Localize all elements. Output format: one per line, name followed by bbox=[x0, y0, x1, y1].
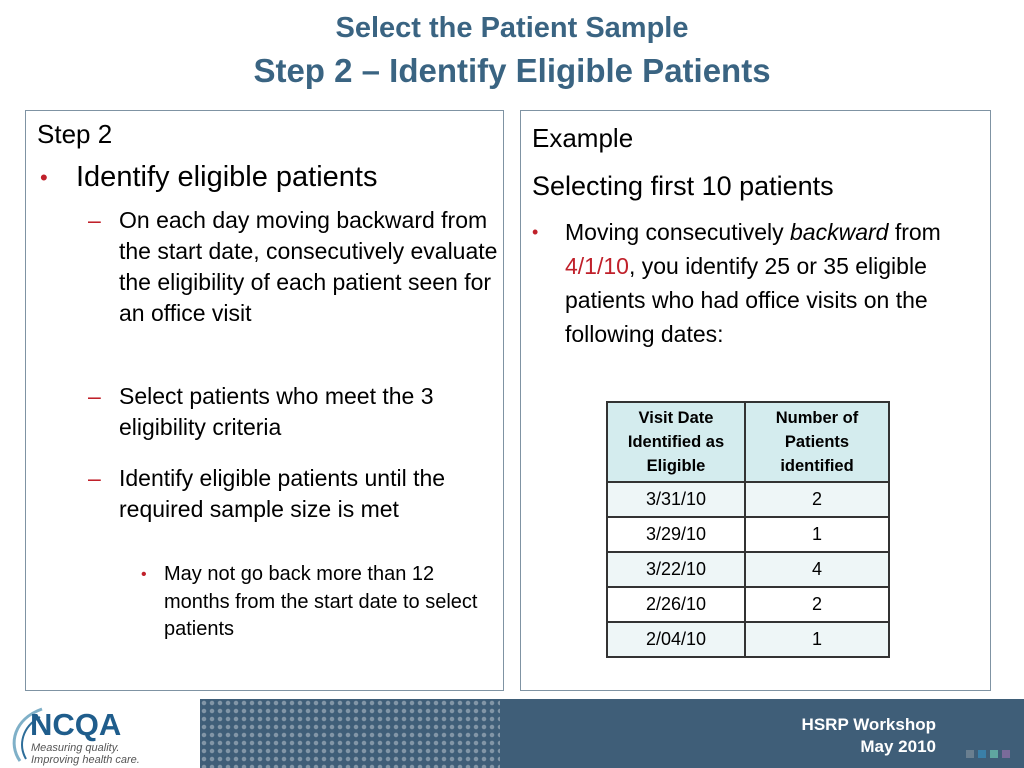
sub-sub-item bbox=[141, 561, 481, 644]
table-cell: 2 bbox=[745, 587, 889, 622]
date-highlight: 4/1/10 bbox=[565, 253, 629, 279]
sub-item-text: On each day moving backward from the start date, consecutively evaluate the eligibility of each patient seen for an office visit bbox=[119, 207, 498, 326]
table-cell: 4 bbox=[745, 552, 889, 587]
square-icon bbox=[1002, 750, 1010, 758]
table-row bbox=[607, 517, 889, 552]
table-cell: 1 bbox=[745, 622, 889, 657]
ncqa-logo bbox=[0, 699, 200, 768]
slide-subtitle: Step 2 – Identify Eligible Patients bbox=[253, 52, 771, 89]
square-icon bbox=[978, 750, 986, 758]
example-subheading: Selecting first 10 patients bbox=[532, 171, 834, 201]
table-cell: 3/29/10 bbox=[607, 517, 745, 552]
dash-icon: – bbox=[88, 207, 101, 233]
table-cell: 2 bbox=[745, 482, 889, 517]
table-row bbox=[607, 482, 889, 517]
table-cell: 2/04/10 bbox=[607, 622, 745, 657]
bullet-icon: • bbox=[40, 165, 48, 190]
example-bullet-text: Moving consecutively backward from 4/1/10, you identify 25 or 35 eligible patients who had office visits on the following dates: bbox=[565, 219, 941, 347]
footer-event: HSRP Workshop bbox=[801, 715, 936, 734]
square-icon bbox=[966, 750, 974, 758]
svg-text:Improving health care.: Improving health care. bbox=[31, 754, 140, 766]
table-row bbox=[607, 552, 889, 587]
table-header: Number of Patients identified bbox=[745, 402, 889, 482]
table-cell: 2/26/10 bbox=[607, 587, 745, 622]
right-panel bbox=[520, 110, 991, 691]
dash-icon: – bbox=[88, 383, 101, 409]
sub-item bbox=[88, 381, 498, 443]
bullet-icon: • bbox=[141, 566, 147, 583]
sub-item-text: Identify eligible patients until the required sample size is met bbox=[119, 465, 446, 522]
dash-icon: – bbox=[88, 465, 101, 491]
footer-date: May 2010 bbox=[860, 737, 936, 756]
main-bullet-text: Identify eligible patients bbox=[76, 161, 378, 193]
table-header: Visit Date Identified as Eligible bbox=[607, 402, 745, 482]
slide-title: Select the Patient Sample bbox=[335, 12, 689, 44]
emphasis-text: backward bbox=[790, 219, 889, 245]
table-cell: 3/22/10 bbox=[607, 552, 745, 587]
sub-item bbox=[88, 463, 498, 525]
visit-date-table bbox=[606, 401, 890, 658]
footer-dot-pattern bbox=[200, 699, 500, 768]
sub-sub-item-text: May not go back more than 12 months from the start date to select patients bbox=[164, 563, 478, 640]
footer-bar bbox=[0, 699, 1024, 768]
bullet-icon: • bbox=[532, 222, 539, 242]
table-row bbox=[607, 587, 889, 622]
svg-text:NCQA: NCQA bbox=[30, 707, 122, 742]
sub-item bbox=[88, 205, 498, 329]
sub-item-text: Select patients who meet the 3 eligibility criteria bbox=[119, 383, 434, 440]
ncqa-logo-mark bbox=[0, 699, 200, 768]
step-heading: Step 2 bbox=[37, 119, 113, 149]
table-cell: 1 bbox=[745, 517, 889, 552]
table-row bbox=[607, 622, 889, 657]
left-panel bbox=[25, 110, 504, 691]
svg-text:Measuring quality.: Measuring quality. bbox=[31, 742, 120, 754]
example-heading: Example bbox=[532, 123, 634, 153]
square-icon bbox=[990, 750, 998, 758]
example-bullet bbox=[532, 215, 987, 351]
table-cell: 3/31/10 bbox=[607, 482, 745, 517]
